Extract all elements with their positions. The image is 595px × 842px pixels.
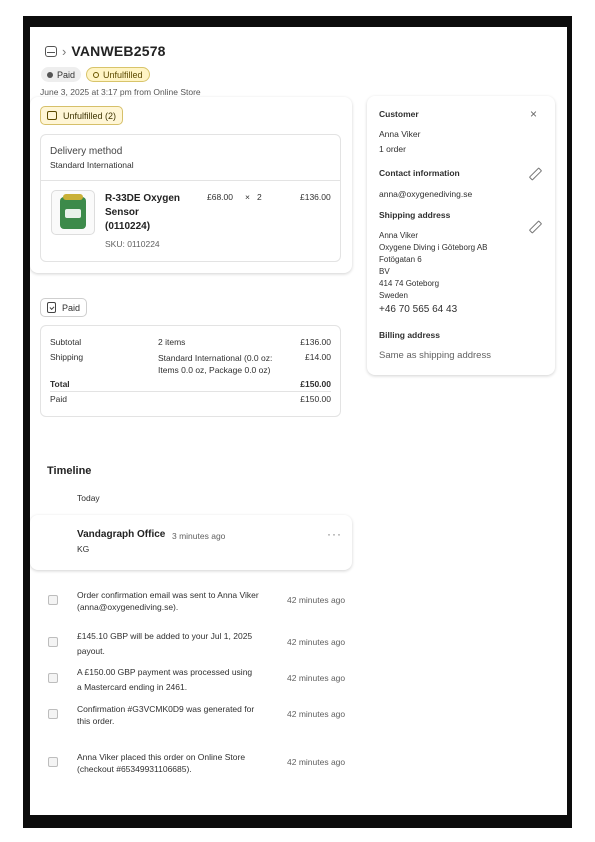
event-time: 42 minutes ago [287, 757, 346, 767]
shipping-address-block [379, 230, 488, 302]
event-message-line: a Mastercard ending in 2461. [77, 682, 188, 692]
paid-label: Paid [50, 394, 68, 404]
customer-email[interactable]: anna@oxygenediving.se [379, 189, 473, 199]
subtotal-amount: £136.00 [300, 337, 331, 347]
timeline-event [30, 587, 360, 617]
comment-author: Vandagraph Office [77, 529, 166, 540]
customer-name-link[interactable]: Anna Viker [379, 129, 421, 139]
timeline-comment-card [30, 515, 352, 570]
product-sku: SKU: 0110224 [105, 239, 160, 249]
event-message [77, 589, 259, 613]
event-message-line: Order confirmation email was sent to Anna Viker [77, 590, 259, 600]
address-line: Sweden [379, 291, 408, 300]
shipping-amount: £14.00 [305, 352, 331, 362]
product-line-total: £136.00 [300, 192, 331, 202]
edit-shipping-pencil-icon[interactable] [529, 221, 540, 232]
quantity-times: × [245, 192, 250, 202]
divider [41, 180, 340, 181]
paid-pill [40, 298, 87, 317]
address-line: Oxygene Diving i Göteborg AB [379, 243, 488, 252]
delivery-method-value: Standard International [50, 160, 134, 170]
delivery-method-title: Delivery method [50, 146, 123, 157]
timeline-event [30, 749, 360, 779]
shipping-label: Shipping [50, 352, 84, 362]
subtotal-items: 2 items [158, 337, 186, 347]
page-title: VANWEB2578 [71, 43, 166, 59]
unfulfilled-circle-icon [93, 72, 99, 78]
event-checkbox[interactable] [48, 595, 58, 605]
event-message-line: A £150.00 GBP payment was processed using [77, 667, 253, 677]
product-title-link[interactable] [105, 192, 180, 234]
breadcrumb [45, 41, 166, 61]
event-message-line: (anna@oxygenediving.se). [77, 602, 179, 612]
event-message [77, 665, 252, 695]
billing-address-value: Same as shipping address [379, 350, 491, 361]
event-message-line: payout. [77, 646, 105, 656]
event-time: 42 minutes ago [287, 637, 346, 647]
total-label: Total [50, 379, 70, 389]
paid-pill-label: Paid [62, 302, 81, 313]
contact-info-heading: Contact information [379, 168, 460, 178]
event-time: 42 minutes ago [287, 673, 346, 683]
order-date-source: June 3, 2025 at 3:17 pm from Online Store [40, 87, 201, 97]
timeline-event [30, 663, 360, 693]
fulfillment-card [30, 97, 352, 273]
unfulfilled-pill-label: Unfulfilled (2) [63, 110, 117, 121]
event-message [77, 703, 254, 727]
event-checkbox[interactable] [48, 637, 58, 647]
more-actions-icon[interactable]: ··· [327, 527, 342, 541]
paid-amount: £150.00 [300, 394, 331, 404]
payment-summary-box [40, 325, 341, 417]
product-name-line: Sensor [105, 207, 139, 218]
timeline-heading: Timeline [47, 465, 92, 477]
divider [50, 391, 331, 392]
product-unit-price: £68.00 [207, 192, 233, 202]
product-quantity: 2 [257, 192, 262, 202]
timeline-event [30, 701, 360, 731]
fulfillment-inner-box [40, 134, 341, 262]
fulfillment-status-label: Unfulfilled [103, 69, 143, 80]
timeline-date-today: Today [77, 493, 100, 503]
address-line: BV [379, 267, 390, 276]
event-checkbox[interactable] [48, 757, 58, 767]
billing-address-heading: Billing address [379, 330, 440, 340]
fulfillment-status-badge [86, 67, 150, 82]
orders-inbox-icon[interactable] [45, 46, 57, 57]
customer-heading: Customer [379, 109, 419, 119]
product-name-line: (0110224) [105, 221, 151, 232]
total-amount: £150.00 [300, 379, 331, 389]
event-message-line: (checkout #65349931106685). [77, 764, 192, 774]
address-line: Anna Viker [379, 231, 418, 240]
unfulfilled-pill [40, 106, 123, 125]
event-time: 42 minutes ago [287, 709, 346, 719]
customer-phone: +46 70 565 64 43 [379, 304, 458, 315]
paid-dot-icon [47, 72, 53, 78]
shipping-address-heading: Shipping address [379, 210, 451, 220]
address-line: Fotögatan 6 [379, 255, 422, 264]
address-line: 414 74 Goteborg [379, 279, 440, 288]
event-checkbox[interactable] [48, 709, 58, 719]
oxygen-sensor-image [60, 197, 86, 229]
breadcrumb-separator: › [62, 43, 67, 59]
event-message [77, 751, 245, 775]
event-checkbox[interactable] [48, 673, 58, 683]
close-icon[interactable]: × [530, 107, 538, 121]
timeline-event [30, 627, 360, 657]
payment-section [30, 287, 352, 427]
product-thumbnail[interactable] [51, 190, 95, 235]
shipping-method: Standard International (0.0 oz: Items 0.0 oz, Package 0.0 oz) [158, 353, 273, 375]
event-message-line: Anna Viker placed this order on Online Store [77, 752, 246, 762]
event-message-line: £145.10 GBP will be added to your Jul 1, 2025 [77, 631, 253, 641]
customer-order-count[interactable]: 1 order [379, 144, 406, 154]
order-page [30, 27, 567, 815]
comment-time: 3 minutes ago [172, 531, 226, 541]
event-message-line: Confirmation #G3VCMK0D9 was generated for [77, 704, 255, 714]
comment-initials: KG [77, 544, 90, 554]
customer-card [367, 96, 555, 375]
payment-status-badge [41, 67, 81, 82]
payment-status-label: Paid [57, 69, 76, 80]
status-badges [41, 67, 150, 82]
event-message-line: this order. [77, 716, 115, 726]
event-message [77, 629, 252, 659]
event-time: 42 minutes ago [287, 595, 346, 605]
product-name-line: R-33DE Oxygen [105, 193, 181, 204]
subtotal-label: Subtotal [50, 337, 82, 347]
paid-check-icon [47, 302, 56, 313]
edit-contact-pencil-icon[interactable] [529, 168, 540, 179]
package-icon [47, 111, 57, 120]
